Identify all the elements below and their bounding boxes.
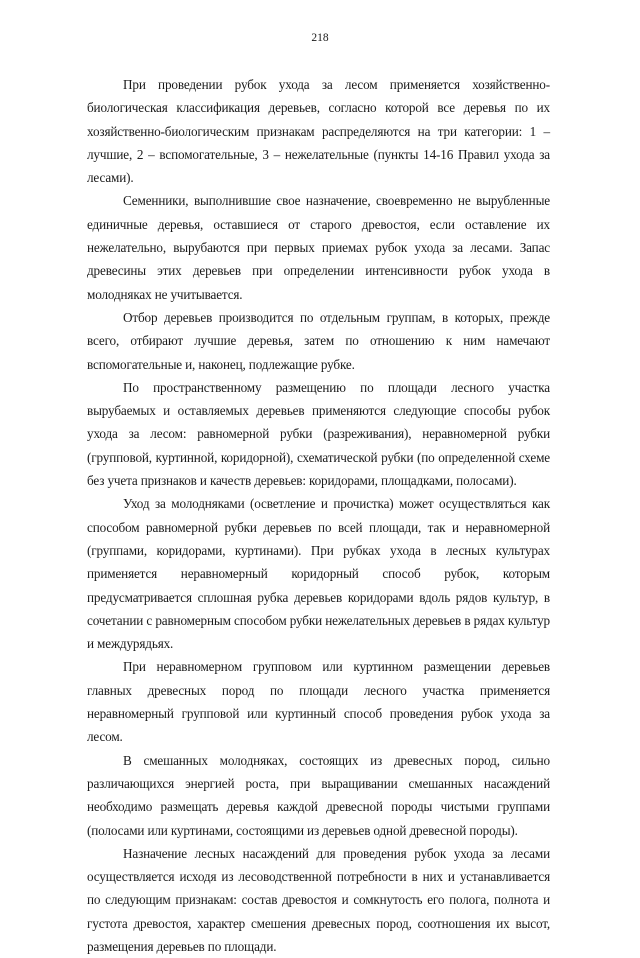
paragraph-tree-selection: Отбор деревьев производится по отдельным группам, в которых, прежде всего, отбирают лучшие деревья, затем по отношению к ним намечают вспомогательные и, наконец, подлежащие рубке. [87, 309, 550, 372]
paragraph-young-stand-care: Уход за молодняками (осветление и прочистка) может осуществляться как способом равномерной рубки деревьев по всей площади, так и неравномерной (группами, коридорами, куртинами). При рубках ухода в лесных культурах применяется неравномерный коридорный способ рубок, которым предусматривается сплошная рубка деревьев коридорами вдоль рядов культур, в сочетании с равномерным способом рубки нежелательных деревьев в рядах культур и междурядьях. [87, 496, 550, 652]
paragraph-stand-assignment: Назначение лесных насаждений для проведения рубок ухода за лесами осуществляется исходя из лесоводственной потребности в них и устанавливается по следующим признакам: состав древостоя и сомкнутость его полога, полнота и густота древостоя, характер смешения древесных пород, соотношения их высот, размещения деревьев по площади. [87, 845, 550, 954]
paragraph-spatial-methods: По пространственному размещению по площади лесного участка вырубаемых и оставляемых деревьев применяются следующие способы рубок ухода за лесом: равномерной рубки (разреживания), неравномерной рубки (групповой, куртинной, коридорной), схематической рубки (по определенной схеме без учета признаков и качеств деревьев: коридорами, площадками, полосами). [87, 379, 550, 489]
paragraph-group-placement: При неравномерном групповом или куртинном размещении деревьев главных древесных пород по площади лесного участка применяется неравномерный групповой или куртинный способ проведения рубок ухода за лесом. [87, 659, 550, 745]
paragraph-mixed-stands: В смешанных молодняках, состоящих из древесных пород, сильно различающихся энергией роста, при выращивании смешанных насаждений необходимо размещать деревья каждой древесной породы чистыми группами (полосами или куртинами, состоящими из деревьев одной древесной породы). [87, 752, 550, 838]
paragraph-seed-trees: Семенники, выполнившие свое назначение, своевременно не вырубленные единичные деревья, оставшиеся от старого древостоя, если оставление их нежелательно, вырубаются при первых приемах рубок ухода за лесами. Запас древесины этих деревьев при определении интенсивности рубок ухода в молодняках не учитывается. [87, 193, 550, 302]
document-body [87, 73, 550, 958]
paragraph-tree-classification: При проведении рубок ухода за лесом применяется хозяйственно-биологическая классификация деревьев, согласно которой все деревья по их хозяйственно-биологическим признакам распределяются на три категории: 1 – лучшие, 2 – вспомогательные, 3 – нежелательные (пункты 14-16 Правил ухода за лесами). [87, 77, 550, 186]
page-number: 218 [311, 32, 329, 44]
